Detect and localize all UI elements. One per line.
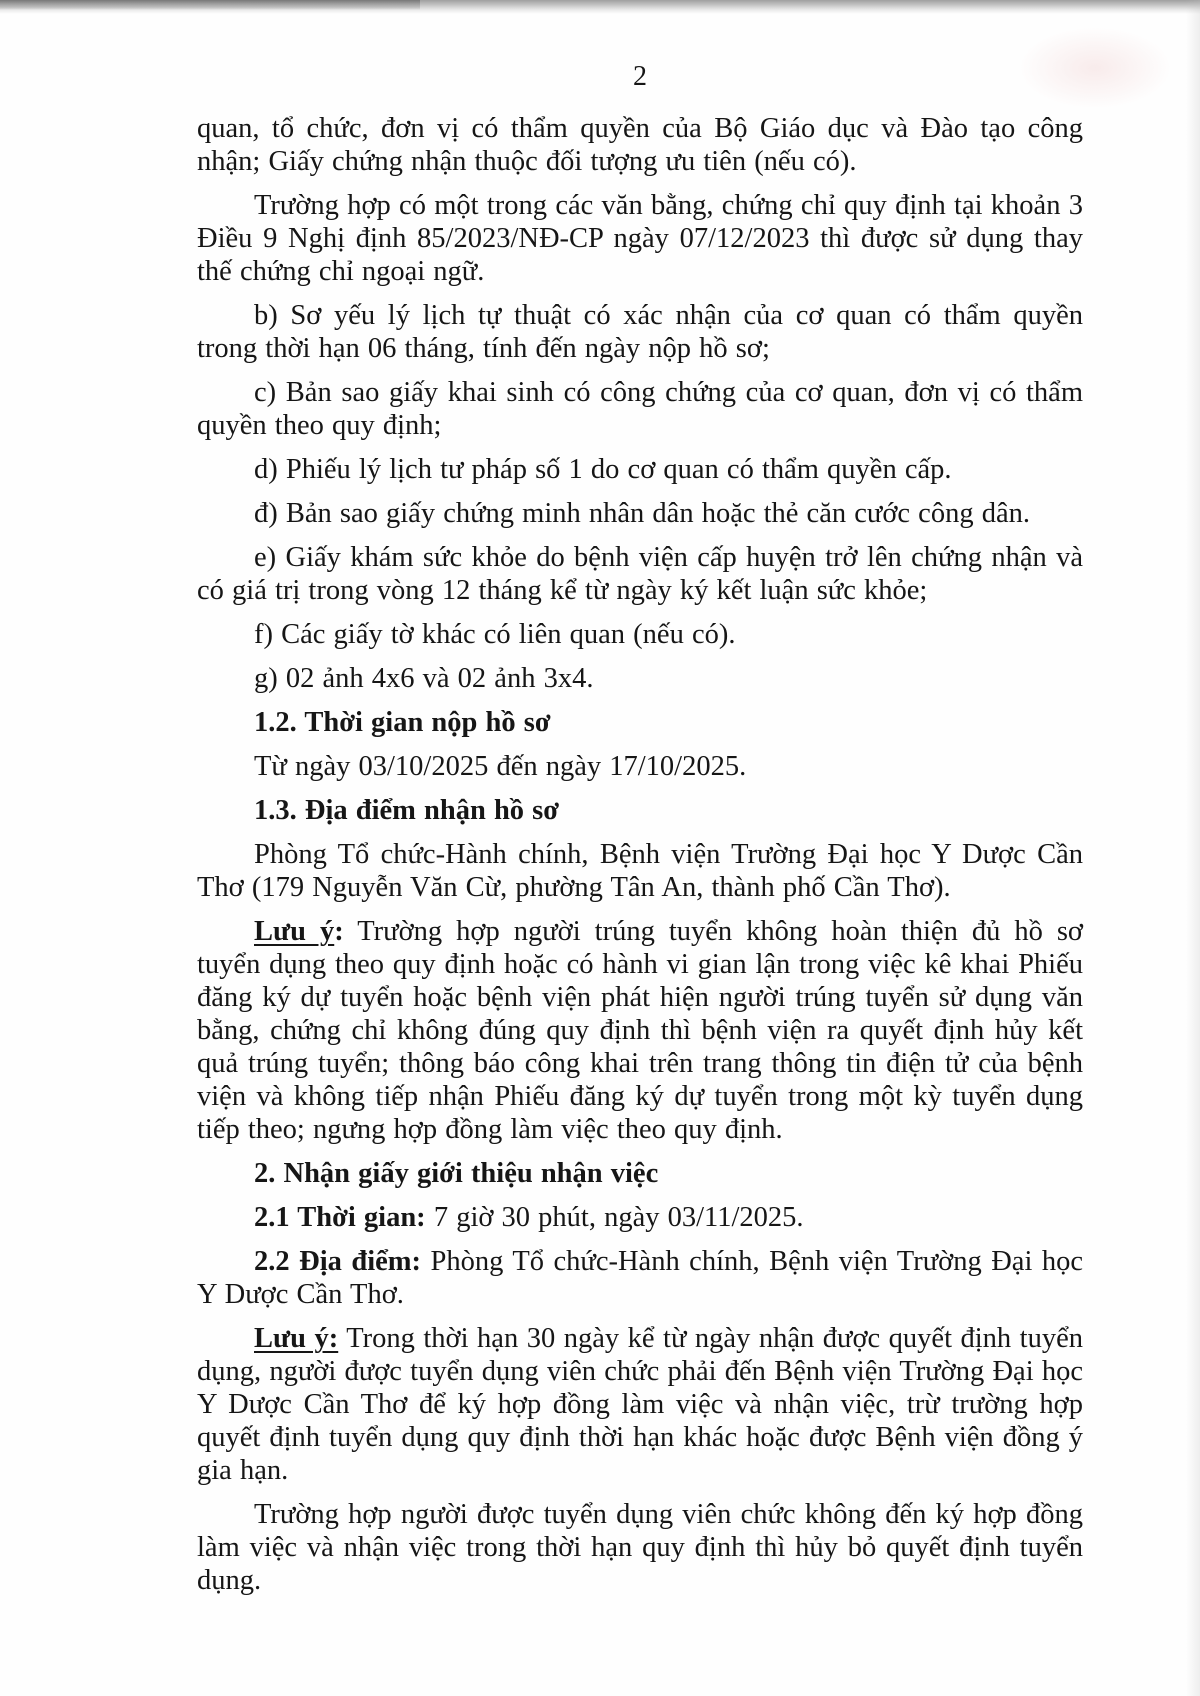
text-run: Trường hợp có một trong các văn bằng, chứng chỉ quy định tại khoản 3 Điều 9 Nghị định 85/2023/NĐ-CP ngày 07/12/2023 thì được sử dụng thay thế chứng chỉ ngoại ngữ. xyxy=(197,190,1083,287)
paragraph xyxy=(197,112,1083,178)
scan-right-edge-artifact xyxy=(1186,0,1200,1696)
text-run: Từ ngày 03/10/2025 đến ngày 17/10/2025. xyxy=(254,751,747,782)
text-run: b) Sơ yếu lý lịch tự thuật có xác nhận của cơ quan có thẩm quyền trong thời hạn 06 tháng, tính đến ngày nộp hồ sơ; xyxy=(197,300,1083,364)
text-run: d) Phiếu lý lịch tư pháp số 1 do cơ quan có thẩm quyền cấp. xyxy=(254,454,952,485)
paragraph xyxy=(197,1498,1083,1597)
text-run: Trường hợp người được tuyển dụng viên chức không đến ký hợp đồng làm việc và nhận việc trong thời hạn quy định thì hủy bỏ quyết định tuyển dụng. xyxy=(197,1499,1083,1596)
section-heading xyxy=(197,706,1083,739)
paragraph xyxy=(197,189,1083,288)
text-run: quan, tổ chức, đơn vị có thẩm quyền của Bộ Giáo dục và Đào tạo công nhận; Giấy chứng nhận thuộc đối tượng ưu tiên (nếu có). xyxy=(197,113,1083,177)
section-heading xyxy=(197,1157,1083,1190)
paragraph xyxy=(197,1245,1083,1311)
section-heading xyxy=(197,794,1083,827)
text-run: g) 02 ảnh 4x6 và 02 ảnh 3x4. xyxy=(254,663,594,694)
paragraph xyxy=(197,662,1083,695)
text-run: Lưu ý xyxy=(254,916,335,947)
text-run: : xyxy=(334,916,344,947)
paragraph xyxy=(197,838,1083,904)
paragraph xyxy=(197,915,1083,1146)
text-run: 2. Nhận giấy giới thiệu nhận việc xyxy=(254,1158,659,1189)
text-run: đ) Bản sao giấy chứng minh nhân dân hoặc thẻ căn cước công dân. xyxy=(254,498,1030,529)
text-run: 2.1 Thời gian: xyxy=(254,1202,426,1233)
text-run: Lưu ý: xyxy=(254,1323,339,1354)
page-number: 2 xyxy=(633,61,647,92)
paragraph xyxy=(197,376,1083,442)
paragraph xyxy=(197,453,1083,486)
paragraph xyxy=(197,497,1083,530)
paragraph xyxy=(197,299,1083,365)
text-run: 1.3. Địa điểm nhận hồ sơ xyxy=(254,795,560,826)
paragraph xyxy=(197,1322,1083,1487)
text-run: c) Bản sao giấy khai sinh có công chứng của cơ quan, đơn vị có thẩm quyền theo quy định; xyxy=(197,377,1083,441)
text-run: e) Giấy khám sức khỏe do bệnh viện cấp huyện trở lên chứng nhận và có giá trị trong vòng 12 tháng kể từ ngày ký kết luận sức khỏe; xyxy=(197,542,1083,606)
text-run: Trong thời hạn 30 ngày kể từ ngày nhận được quyết định tuyển dụng, người được tuyển dụng viên chức phải đến Bệnh viện Trường Đại học Y Dược Cần Thơ để ký hợp đồng làm việc và nhận việc, trừ trường hợp quyết định tuyển dụng quy định thời hạn khác hoặc được Bệnh viện đồng ý gia hạn. xyxy=(197,1323,1084,1486)
text-run: Trường hợp người trúng tuyển không hoàn thiện đủ hồ sơ tuyển dụng theo quy định hoặc có hành vi gian lận trong việc kê khai Phiếu đăng ký dự tuyển hoặc bệnh viện phát hiện người trúng tuyển sử dụng văn bằng, chứng chỉ không đúng quy định thì bệnh viện ra quyết định hủy kết quả trúng tuyển; thông báo công khai trên trang thông tin điện tử của bệnh viện và không tiếp nhận Phiếu đăng ký dự tuyển trong một kỳ tuyển dụng tiếp theo; ngưng hợp đồng làm việc theo quy định. xyxy=(197,916,1084,1145)
paragraph xyxy=(197,750,1083,783)
scan-top-left-artifact xyxy=(0,0,420,10)
text-run: Phòng Tổ chức-Hành chính, Bệnh viện Trường Đại học Y Dược Cần Thơ. xyxy=(197,1246,1083,1310)
paragraph xyxy=(197,618,1083,651)
paragraph xyxy=(197,541,1083,607)
text-run: 2.2 Địa điểm: xyxy=(254,1246,422,1277)
text-run: 7 giờ 30 phút, ngày 03/11/2025. xyxy=(425,1202,804,1233)
text-run: f) Các giấy tờ khác có liên quan (nếu có). xyxy=(254,619,736,650)
document-body xyxy=(197,112,1083,1608)
text-run: Phòng Tổ chức-Hành chính, Bệnh viện Trường Đại học Y Dược Cần Thơ (179 Nguyễn Văn Cừ, phường Tân An, thành phố Cần Thơ). xyxy=(197,839,1083,903)
paragraph xyxy=(197,1201,1083,1234)
text-run: 1.2. Thời gian nộp hồ sơ xyxy=(254,707,551,738)
